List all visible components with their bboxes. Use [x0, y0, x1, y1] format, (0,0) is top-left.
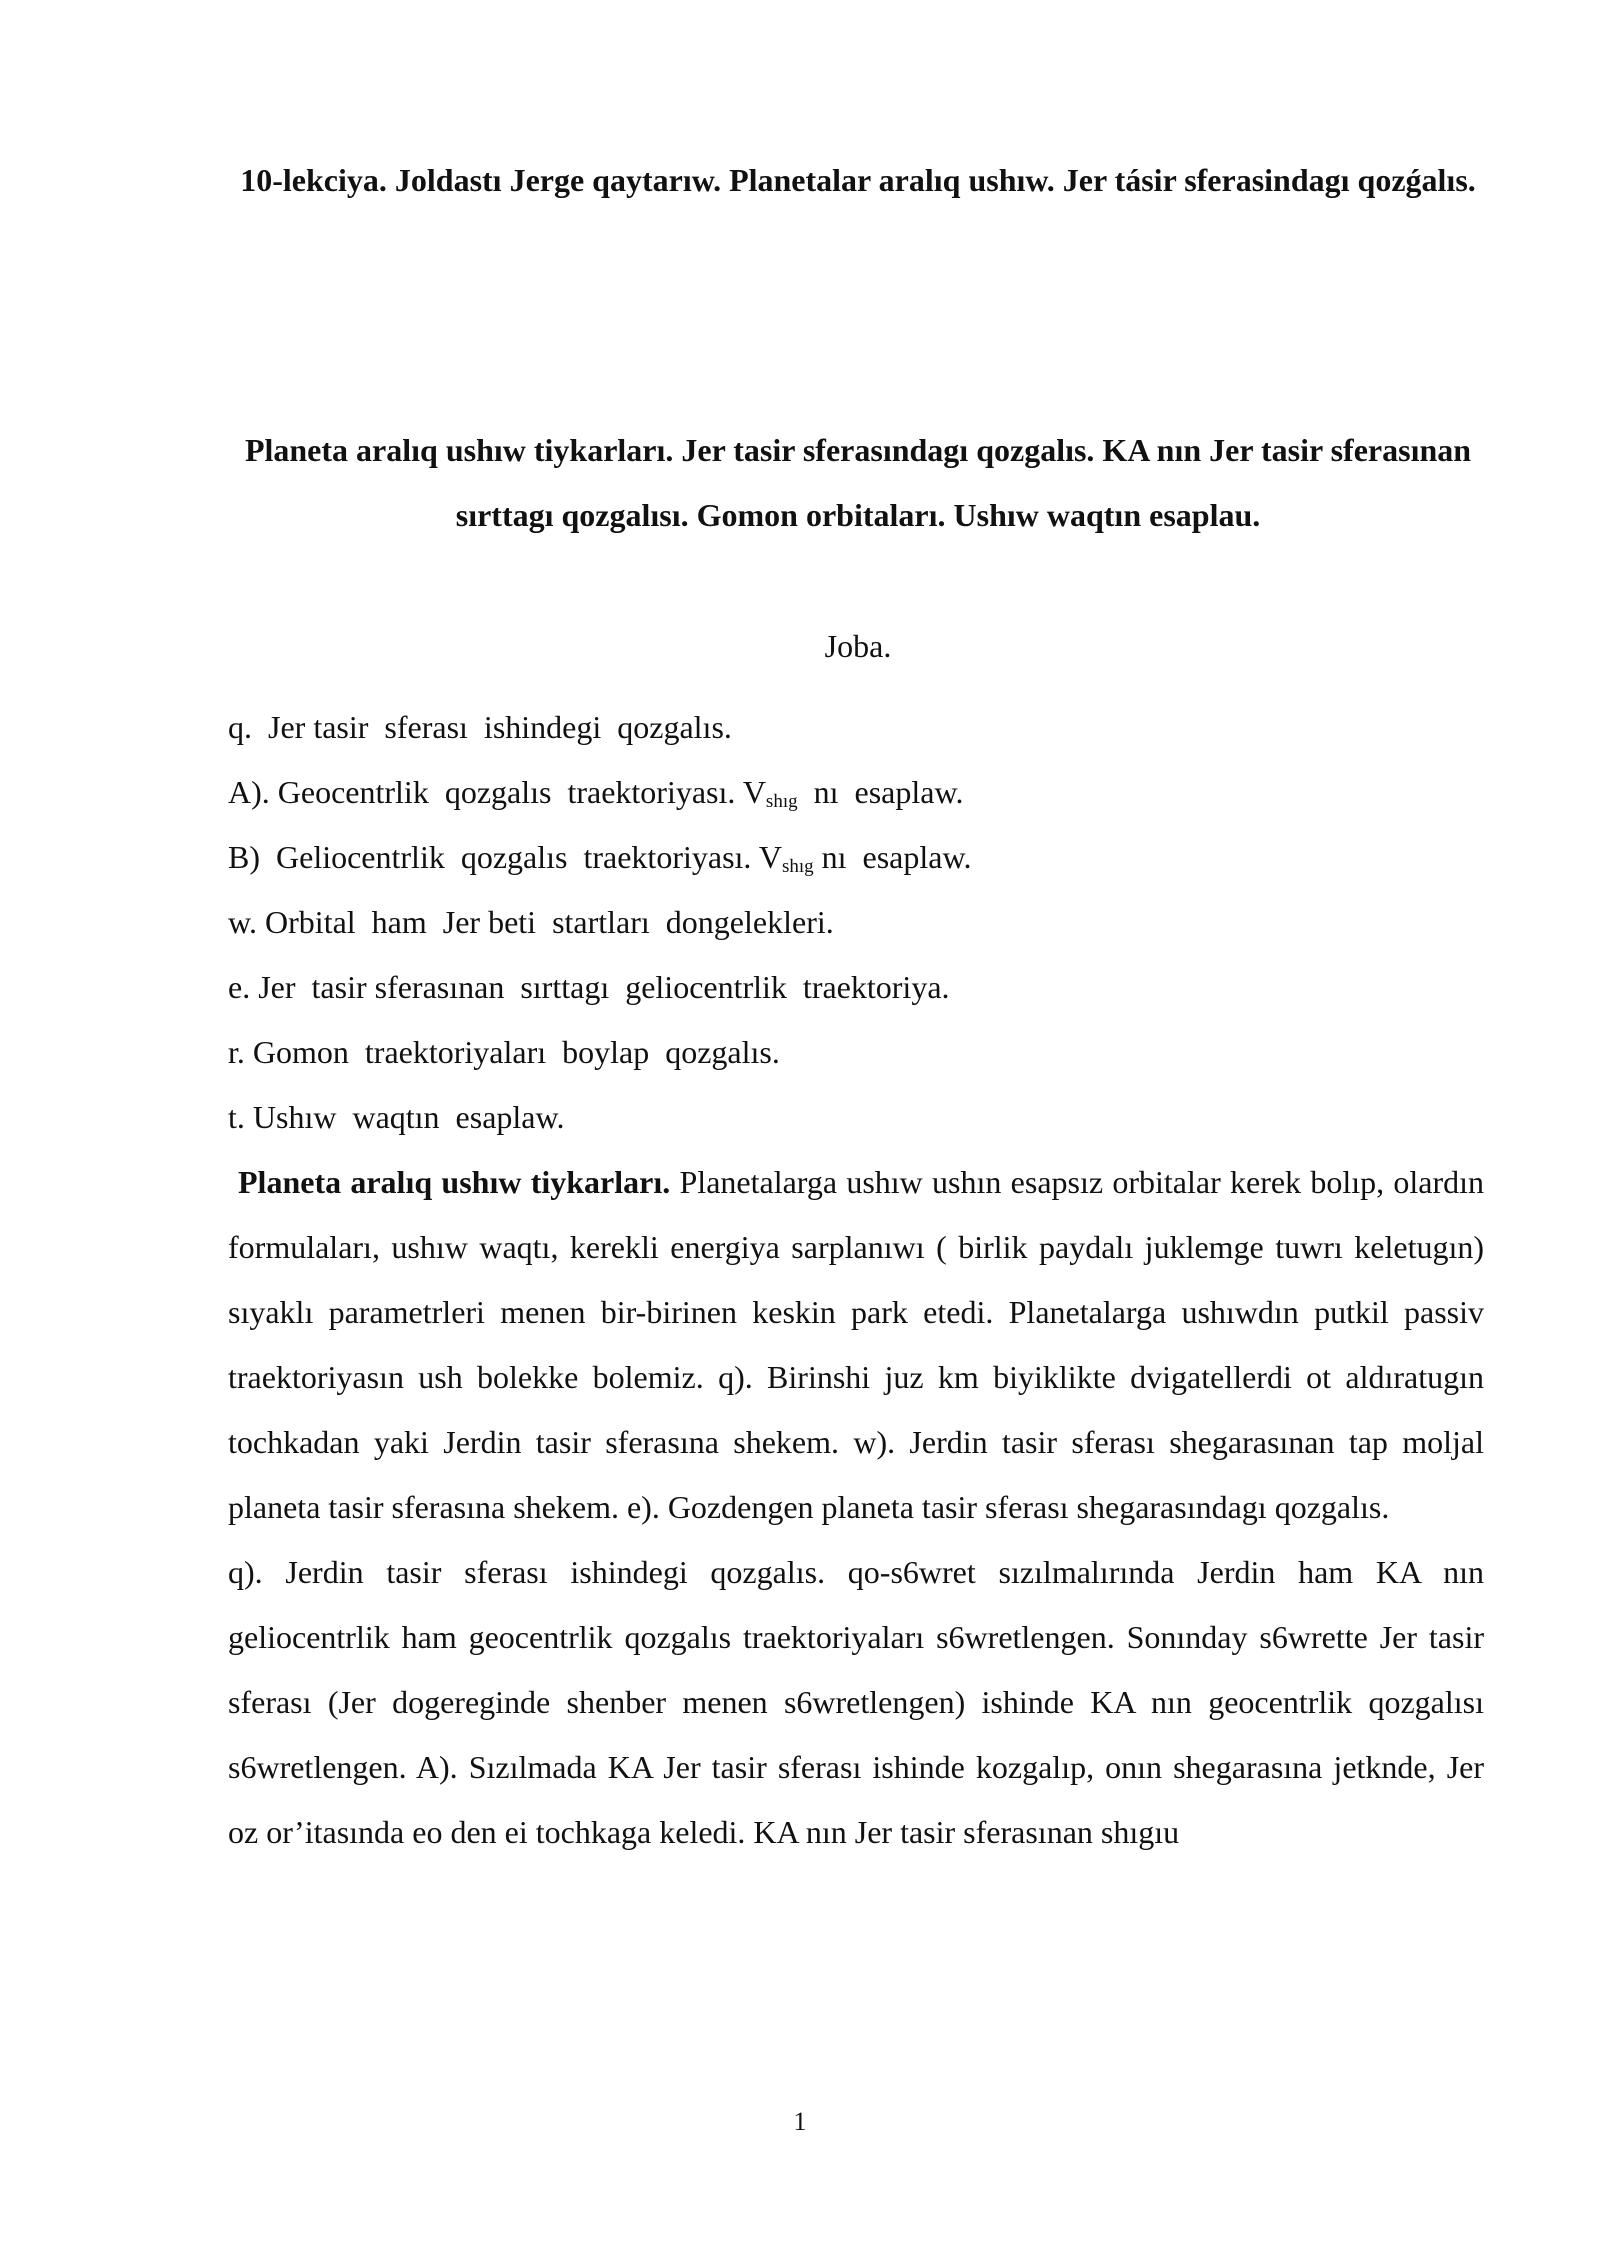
plan-item-text: w. Orbital ham Jer beti startları dongelekleri. — [228, 904, 834, 940]
subtitle-text: Planeta aralıq ushıw tiykarları. Jer tasir sferasındagı qozgalıs. KA nın Jer tasir sferasınan sırttagı qozgalısı. Gomon orbitaları. Ushıw waqtın esaplau. — [244, 432, 1472, 533]
page-number-text: 1 — [793, 2107, 807, 2136]
lecture-subtitle — [228, 418, 1488, 548]
paragraph-2-text: q). Jerdin tasir sferası ishindegi qozgalıs. qo-s6wret sızılmalırında Jerdin ham KA nın geliocentrlik ham geocentrlik qozgalıs traektoriyaları s6wretlengen. Sonınday s6wrette Jer tasir sferası (Jer dogereginde shenber menen s6wretlengen) ishinde KA nın geocentrlik qozgalısı s6wretlengen. A). Sızılmada KA Jer tasir sferası ishinde kozgalıp, onın shegarasına jetknde, Jer oz or’itasında eo den ei tochkaga keledi. KA nın Jer tasir sferasınan shıgıu — [228, 1554, 1484, 1850]
plan-item-subscript: shıg — [765, 791, 798, 812]
plan-item — [228, 1020, 1488, 1085]
plan-item-subscript: shıg — [781, 856, 814, 877]
plan-item-text: r. Gomon traektoriyaları boylap qozgalıs. — [228, 1034, 780, 1070]
plan-item — [228, 760, 1488, 825]
plan-item-text: t. Ushıw waqtın esaplaw. — [228, 1099, 565, 1135]
plan-item-text: B) Geliocentrlik qozgalıs traektoriyası. V — [228, 839, 782, 875]
plan-item-text-after: nı esaplaw. — [813, 839, 972, 875]
paragraph-1 — [228, 1150, 1484, 1540]
plan-item — [228, 955, 1488, 1020]
title-text: 10-lekciya. Joldastı Jerge qaytarıw. Planetalar aralıq ushıw. Jer tásir sferasindagı qozǵalıs. — [240, 162, 1476, 198]
plan-item — [228, 1085, 1488, 1150]
body-text — [228, 1150, 1484, 1865]
plan-item-text-after: nı esaplaw. — [797, 774, 964, 810]
plan-list — [228, 695, 1488, 1150]
plan-item — [228, 695, 1488, 760]
plan-item — [228, 890, 1488, 955]
section-heading: Planeta aralıq ushıw tiykarları. — [238, 1164, 671, 1200]
paragraph-2 — [228, 1540, 1484, 1865]
page-title — [228, 148, 1488, 213]
page-number — [0, 2102, 1600, 2142]
plan-heading-text: Joba. — [824, 628, 892, 664]
paragraph-1-text: Planetalarga ushıw ushın esapsız orbitalar kerek bolıp, olardın formulaları, ushıw waqtı, kerekli energiya sarplanıwı ( birlik paydalı juklemge tuwrı keletugın) sıyaklı parametrleri menen bir-birinen keskin park etedi. Planetalarga ushıwdın putkil passiv traektoriyasın ush bolekke bolemiz. q). Birinshi juz km biyiklikte dvigatellerdi ot aldıratugın tochkadan yaki Jerdin tasir sferasına shekem. w). Jerdin tasir sferası shegarasınan tap moljal planeta tasir sferasına shekem. e). Gozdengen planeta tasir sferası shegarasındagı qozgalıs. — [228, 1164, 1485, 1525]
plan-heading — [228, 614, 1488, 679]
plan-item-text: A). Geocentrlik qozgalıs traektoriyası. V — [228, 774, 766, 810]
plan-item — [228, 825, 1488, 890]
plan-item-text: q. Jer tasir sferası ishindegi qozgalıs. — [228, 709, 732, 745]
plan-item-text: e. Jer tasir sferasınan sırttagı geliocentrlik traektoriya. — [228, 969, 950, 1005]
